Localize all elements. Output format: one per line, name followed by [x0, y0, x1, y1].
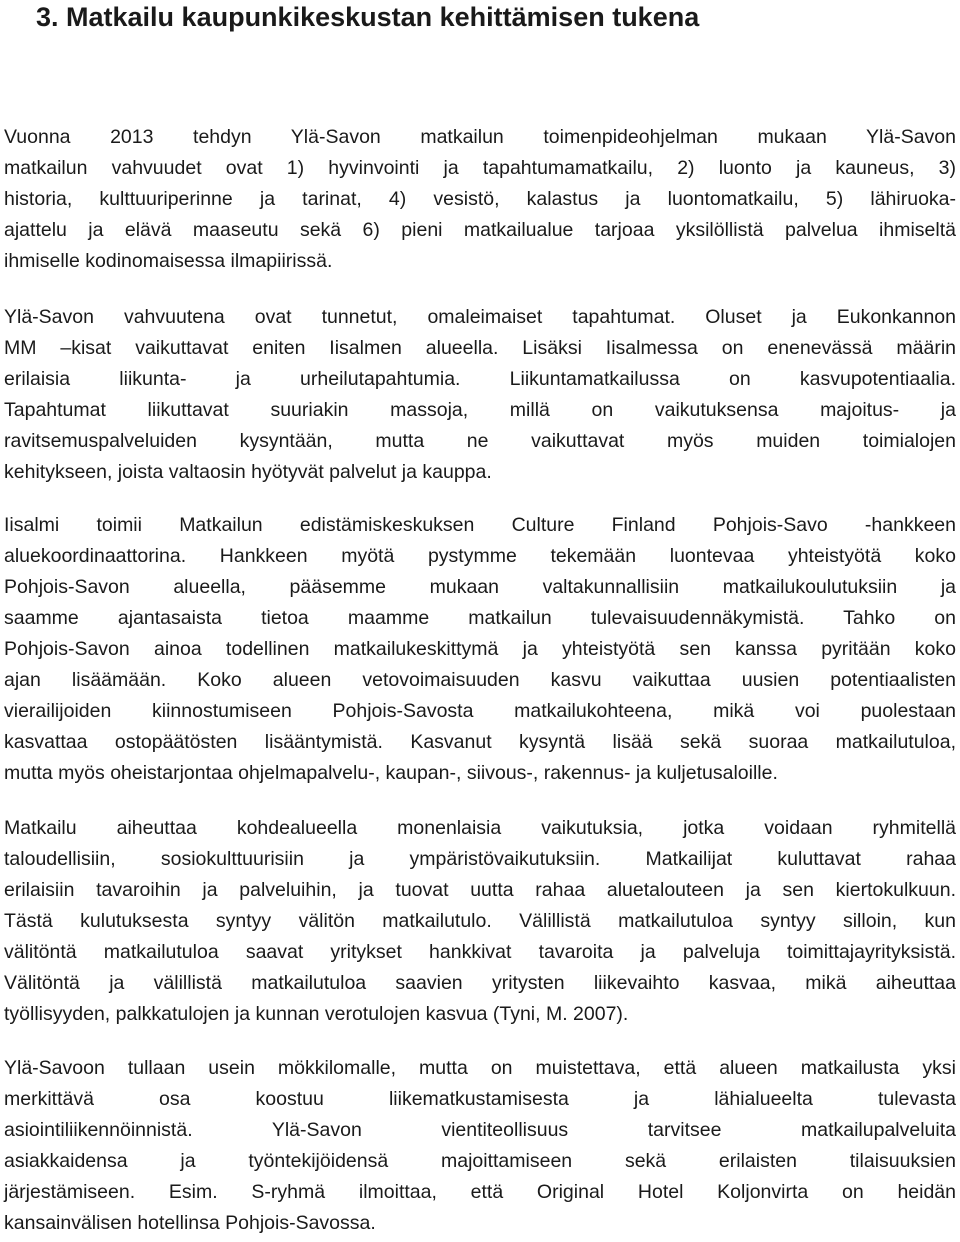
text-line: ihmiselle kodinomaisessa ilmapiirissä. — [4, 250, 333, 272]
text-line: matkailun vahvuudet ovat 1) hyvinvointi ja tapahtumamatkailu, 2) luonto ja kauneus, 3) — [4, 157, 956, 179]
text-line: saamme ajantasaista tietoa maamme matkailun tulevaisuudennäkymistä. Tahko on — [4, 607, 956, 629]
text-line: erilaisia liikunta- ja urheilutapahtumia. Liikuntamatkailussa on kasvupotentiaalia. — [4, 368, 956, 390]
text-line: MM –kisat vaikuttavat eniten Iisalmen alueella. Lisäksi Iisalmessa on enenevässä määrin — [4, 337, 956, 359]
text-line: Matkailu aiheuttaa kohdealueella monenlaisia vaikutuksia, jotka voidaan ryhmitellä — [4, 817, 956, 839]
paragraph-4 — [4, 813, 956, 1030]
text-line: kasvattaa ostopäätösten lisääntymistä. Kasvanut kysyntä lisää sekä suoraa matkailutuloa, — [4, 731, 956, 753]
text-line: järjestämiseen. Esim. S-ryhmä ilmoittaa, että Original Hotel Koljonvirta on heidän — [4, 1181, 956, 1203]
text-line: Pohjois-Savon ainoa todellinen matkailukeskittymä ja yhteistyötä sen kanssa pyritään koko — [4, 638, 956, 660]
text-line: aluekoordinaattorina. Hankkeen myötä pystymme tekemään luontevaa yhteistyötä koko — [4, 545, 956, 567]
text-line: erilaisiin tavaroihin ja palveluihin, ja tuovat uutta rahaa aluetalouteen ja sen kiertokulkuun. — [4, 879, 956, 901]
text-line: ravitsemuspalveluiden kysyntään, mutta ne vaikuttavat myös muiden toimialojen — [4, 430, 956, 452]
text-line: työllisyyden, palkkatulojen ja kunnan verotulojen kasvua (Tyni, M. 2007). — [4, 1003, 629, 1025]
text-line: asiakkaidensa ja työntekijöidensä majoittamiseen sekä erilaisten tilaisuuksien — [4, 1150, 956, 1172]
text-line: Tapahtumat liikuttavat suuriakin massoja, millä on vaikutuksensa majoitus- ja — [4, 399, 956, 421]
text-line: Vuonna 2013 tehdyn Ylä-Savon matkailun toimenpideohjelman mukaan Ylä-Savon — [4, 126, 956, 148]
text-line: ajattelu ja elävä maaseutu sekä 6) pieni matkailualue tarjoaa yksilöllistä palvelua ihmiseltä — [4, 219, 956, 241]
text-line: Pohjois-Savon alueella, pääsemme mukaan valtakunnallisiin matkailukoulutuksiin ja — [4, 576, 956, 598]
text-line: Ylä-Savoon tullaan usein mökkilomalle, mutta on muistettava, että alueen matkailusta yksi — [4, 1057, 956, 1079]
text-line: historia, kulttuuriperinne ja tarinat, 4) vesistö, kalastus ja luontomatkailu, 5) lähiruoka- — [4, 188, 956, 210]
text-line: kehitykseen, joista valtaosin hyötyvät palvelut ja kauppa. — [4, 461, 492, 483]
paragraph-2 — [4, 302, 956, 488]
text-line: taloudellisiin, sosiokulttuurisiin ja ympäristövaikutuksiin. Matkailijat kuluttavat rahaa — [4, 848, 956, 870]
text-line: asiointiliikennöinnistä. Ylä-Savon vientiteollisuus tarvitsee matkailupalveluita — [4, 1119, 956, 1141]
text-line: vierailijoiden kiinnostumiseen Pohjois-Savosta matkailukohteena, mikä voi puolestaan — [4, 700, 956, 722]
text-line: Välitöntä ja välillistä matkailutuloa saavien yritysten liikevaihto kasvaa, mikä aiheuttaa — [4, 972, 956, 994]
text-line: Tästä kulutuksesta syntyy välitön matkailutulo. Välillistä matkailutuloa syntyy silloin, kun — [4, 910, 956, 932]
paragraph-5 — [4, 1053, 956, 1239]
text-line: Ylä-Savon vahvuutena ovat tunnetut, omaleimaiset tapahtumat. Oluset ja Eukonkannon — [4, 306, 956, 328]
text-line: kansainvälisen hotellinsa Pohjois-Savossa. — [4, 1212, 376, 1234]
text-line: ajan lisäämään. Koko alueen vetovoimaisuuden kasvu vaikuttaa uusien potentiaalisten — [4, 669, 956, 691]
section-heading: 3. Matkailu kaupunkikeskustan kehittämisen tukena — [36, 2, 700, 32]
paragraph-3 — [4, 510, 956, 789]
text-line: merkittävä osa koostuu liikematkustamisesta ja lähialueelta tulevasta — [4, 1088, 956, 1110]
text-line: välitöntä matkailutuloa saavat yritykset hankkivat tavaroita ja palveluja toimittajayrityksistä. — [4, 941, 956, 963]
paragraph-1 — [4, 122, 956, 277]
text-line: Iisalmi toimii Matkailun edistämiskeskuksen Culture Finland Pohjois-Savo -hankkeen — [4, 514, 956, 536]
text-line: mutta myös oheistarjontaa ohjelmapalvelu-, kaupan-, siivous-, rakennus- ja kuljetusaloille. — [4, 762, 778, 784]
